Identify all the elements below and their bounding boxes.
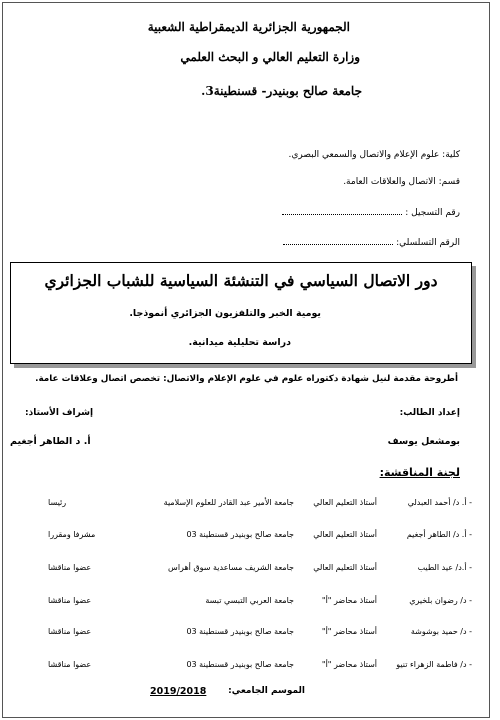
- thesis-subtitle: يومية الخبر والتلفزيون الجزائري أنموذجا.: [129, 308, 321, 319]
- department-line: قسم: الاتصال والعلاقات العامة.: [343, 177, 460, 187]
- member-rank: أستاذ محاضر "أ": [321, 627, 377, 636]
- academic-year-value: 2019/2018: [150, 686, 207, 697]
- supervisor-name: أ. د الطاهر أجغيم: [10, 436, 91, 447]
- student-label: إعداد الطالب:: [399, 408, 460, 418]
- member-name: - د/ حميد بوشوشة: [410, 627, 472, 636]
- university-heading: جامعة صالح بوبنيدر- قسنطينة3.: [201, 84, 362, 98]
- member-institution: جامعة صالح بوبنيدر قسنطينة 03: [186, 627, 294, 636]
- registration-label: رقم التسجيل :: [405, 208, 460, 218]
- supervisor-label: إشراف الأستاذ:: [25, 408, 94, 418]
- thesis-statement: أطروحة مقدمة لنيل شهادة دكتوراه علوم في علوم الإعلام والاتصال: تخصص اتصال وعلاقات عامة.: [35, 374, 458, 384]
- member-institution: جامعة صالح بوبنيدر قسنطينة 03: [186, 660, 294, 669]
- committee-row: [10, 660, 472, 674]
- committee-row: [10, 530, 472, 544]
- serial-dots: [283, 236, 393, 245]
- member-rank: أستاذ التعليم العالي: [313, 563, 377, 572]
- member-institution: جامعة العربي التبسي تبسة: [205, 596, 294, 605]
- member-institution: جامعة الأمير عبد القادر للعلوم الإسلامية: [163, 498, 294, 507]
- faculty-line: كلية: علوم الإعلام والاتصال والسمعي البصري.: [288, 150, 460, 160]
- committee-title: لجنة المناقشة:: [379, 466, 460, 479]
- member-role: رئيسا: [48, 498, 67, 507]
- committee-row: [10, 498, 472, 512]
- member-role: عضوا مناقشا: [48, 596, 92, 605]
- member-institution: جامعة صالح بوبنيدر قسنطينة 03: [186, 530, 294, 539]
- committee-row: [10, 596, 472, 610]
- member-role: عضوا مناقشا: [48, 660, 92, 669]
- committee-row: [10, 563, 472, 577]
- registration-dots: [282, 206, 402, 215]
- title-box: [10, 262, 472, 364]
- member-name: - د/ فاطمة الزهراء تنيو: [396, 660, 472, 669]
- member-role: مشرفا ومقررا: [48, 530, 96, 539]
- serial-label: الرقم التسلسلي:: [396, 238, 460, 248]
- member-role: عضوا مناقشا: [48, 563, 92, 572]
- member-name: - أ. د/ الطاهر أجغيم: [406, 530, 472, 539]
- republic-heading: الجمهورية الجزائرية الديمقراطية الشعبية: [147, 20, 350, 34]
- member-rank: أستاذ التعليم العالي: [313, 530, 377, 539]
- committee-row: [10, 627, 472, 641]
- academic-year-label: الموسم الجامعي:: [228, 686, 305, 696]
- registration-line: [282, 206, 460, 218]
- member-name: - أ.د/ عيد الطيب: [417, 563, 472, 572]
- member-role: عضوا مناقشا: [48, 627, 92, 636]
- member-institution: جامعة الشريف مساعدية سوق أهراس: [168, 563, 294, 572]
- study-type: دراسة تحليلية ميدانية.: [188, 337, 291, 348]
- member-rank: أستاذ محاضر "أ": [321, 660, 377, 669]
- serial-line: [283, 236, 460, 248]
- member-name: - أ. د/ أحمد العبدلي: [407, 498, 472, 507]
- member-rank: أستاذ التعليم العالي: [313, 498, 377, 507]
- member-name: - د/ رضوان بلخيري: [409, 596, 472, 605]
- student-name: بومشعل يوسف: [387, 436, 460, 447]
- member-rank: أستاذ محاضر "أ": [321, 596, 377, 605]
- thesis-title: دور الاتصال السياسي في التنشئة السياسية للشباب الجزائري: [44, 271, 438, 290]
- ministry-heading: وزارة التعليم العالي و البحث العلمي: [180, 50, 360, 64]
